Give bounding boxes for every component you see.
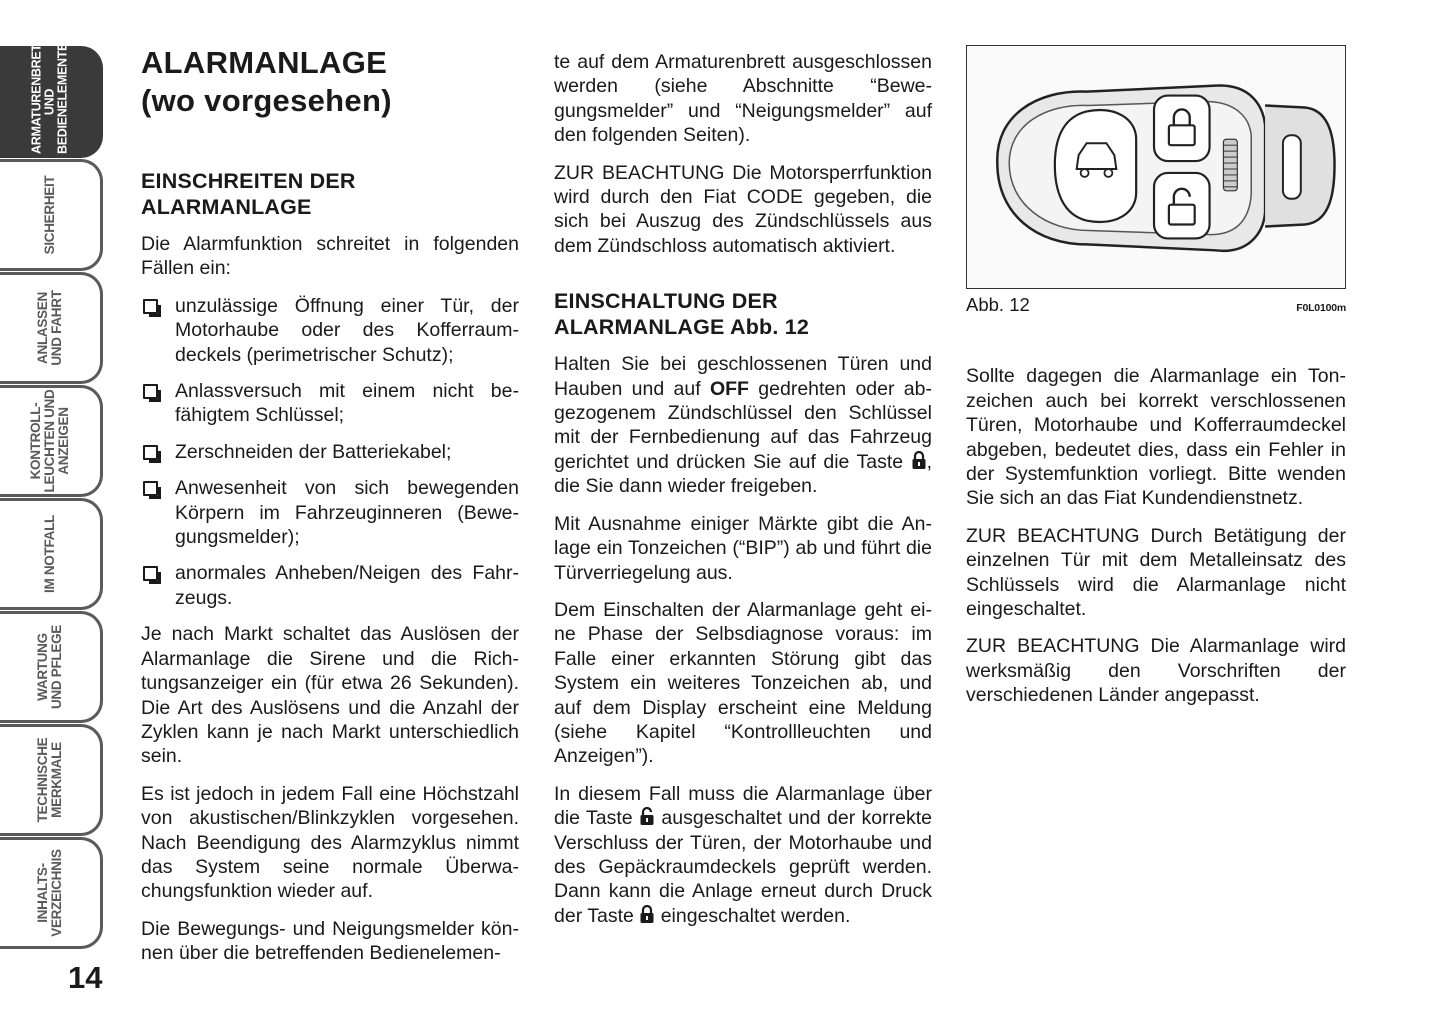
title-line-2: (wo vorgesehen) bbox=[141, 83, 392, 118]
paragraph: Die Bewegungs- und Neigungsmelder können über die betreffenden Bedienelemen- bbox=[141, 917, 519, 965]
note-paragraph: ZUR BEACHTUNG Durch Betätigung der einzelnen Tür mit dem Metalleinsatz des Schlüssels wird die Alarmanlage nicht eingeschaltet. bbox=[966, 524, 1346, 621]
text-run: eingeschaltet werden. bbox=[660, 904, 851, 927]
tab-label: SICHERHEIT bbox=[42, 175, 57, 255]
tab-label: TECHNISCHE MERKMALE bbox=[35, 737, 64, 823]
page-title bbox=[141, 44, 519, 120]
paragraph: Es ist jedoch in jedem Fall eine Höchstzahl von akustischen/Blinkzyklen vorgesehen. Nach Beendigung des Alarmzyklus nimmt das System seine normale Überwachungsfunktion wieder auf. bbox=[141, 782, 519, 903]
tab-im-notfall[interactable] bbox=[0, 498, 103, 610]
subhead-line-2: ALARMANLAGE bbox=[141, 195, 312, 219]
tab-technische-merkmale[interactable] bbox=[0, 724, 103, 836]
subhead-line-1: EINSCHALTUNG DER bbox=[554, 289, 778, 314]
list-item bbox=[141, 561, 519, 610]
key-fob-icon bbox=[967, 46, 1345, 288]
tab-sicherheit[interactable] bbox=[0, 159, 103, 271]
text-run: Halten Sie bei geschlossenen Türen und Hauben und auf bbox=[554, 353, 932, 400]
list-item bbox=[141, 294, 519, 367]
note-paragraph: ZUR BEACHTUNG Die Alarmanlage wird werksmäßig den Vorschriften der verschiedenen Länder angepasst. bbox=[966, 635, 1346, 707]
section-heading-einschreiten bbox=[141, 168, 519, 220]
paragraph bbox=[554, 352, 932, 498]
tab-label: ARMATURENBRETT UND BEDIENELEMENTE bbox=[29, 36, 70, 154]
list-item bbox=[141, 440, 519, 464]
paragraph: Dem Einschalten der Alarmanlage geht eine Phase der Selbsdiagnose voraus: im Falle einer erkannten Störung gibt das System ein weiteres Tonzeichen ab, und auf dem Display erscheint eine Meldung (siehe Kapitel “Kontrollleuchten und Anzeigen”). bbox=[554, 598, 932, 768]
checkbox-bullet-icon bbox=[143, 481, 158, 496]
lock-icon bbox=[911, 450, 927, 470]
column-3 bbox=[966, 40, 1346, 721]
checkbox-bullet-icon bbox=[143, 299, 158, 314]
list-item-text: unzulässige Öffnung einer Tür, der Motorhaube oder des Kofferraumdeckels (perimetrischer Schutz); bbox=[175, 294, 519, 366]
list-item-text: Zerschneiden der Batteriekabel; bbox=[175, 440, 452, 463]
text-run: gedrehten oder abgezogenem Zündschlüssel den Schlüssel mit der Fernbedienung auf das Fahrzeug gerichtet und drücken Sie auf die Taste bbox=[554, 377, 932, 473]
list-item-text: Anwesenheit von sich bewegenden Körpern im Fahrzeuginneren (Bewegungsmelder); bbox=[175, 477, 519, 549]
paragraph: te auf dem Armaturenbrett ausgeschlossen werden (siehe Abschnitte “Bewegungsmelder” und “Neigungsmelder” auf den folgenden Seiten). bbox=[554, 51, 932, 147]
chapter-tabs bbox=[0, 36, 104, 950]
paragraph bbox=[554, 782, 932, 928]
unlock-icon bbox=[639, 806, 655, 826]
list-item-text: Anlassversuch mit einem nicht befähigtem Schlüssel; bbox=[175, 380, 519, 427]
paragraph: Sollte dagegen die Alarmanlage ein Tonzeichen auch bei korrekt verschlossenen Türen, Motorhaube und Kofferraumdeckel abgeben, bedeutet dies, dass ein Fehler in der Systemfunktion vorliegt. Bitte wenden Sie sich an das Fiat Kundendienstnetz. bbox=[966, 365, 1346, 510]
tab-label: WARTUNG UND PFLEGE bbox=[35, 625, 64, 710]
tab-label: ANLASSEN UND FAHRT bbox=[35, 290, 64, 366]
tab-label: IM NOTFALL bbox=[42, 515, 57, 593]
column-1 bbox=[141, 40, 519, 979]
checkbox-bullet-icon bbox=[143, 445, 158, 460]
tab-label: KONTROLL- LEUCHTEN UND ANZEIGEN bbox=[28, 389, 71, 493]
page-number: 14 bbox=[68, 960, 103, 995]
figure-caption-row bbox=[966, 293, 1346, 320]
trigger-list bbox=[141, 294, 519, 610]
paragraph: Mit Ausnahme einiger Märkte gibt die Anlage ein Tonzeichen (“BIP”) ab und führt die Türverriegelung aus. bbox=[554, 512, 932, 584]
list-item bbox=[141, 379, 519, 428]
text-run: ausgeschaltet und der korrekte Verschluss der Türen, der Motorhaube und des Gepäckraumdeckels geprüft werden. Dann kann die Anlage erneut durch Druck der Taste bbox=[554, 807, 933, 927]
figure-caption: Abb. 12 bbox=[966, 294, 1030, 315]
tab-label: INHALTS- VERZEICHNIS bbox=[35, 849, 64, 937]
note-paragraph: ZUR BEACHTUNG Die Motorsperrfunktion wird durch den Fiat CODE gegeben, die sich bei Auszug des Zündschlüssels aus dem Zündschloss automatisch aktiviert. bbox=[554, 161, 932, 257]
checkbox-bullet-icon bbox=[143, 384, 158, 399]
tab-wartung[interactable] bbox=[0, 611, 103, 723]
off-keyword: OFF bbox=[709, 377, 749, 400]
intro-paragraph: Die Alarmfunktion schreitet in folgenden Fällen ein: bbox=[141, 233, 519, 280]
tab-inhaltsverzeichnis[interactable] bbox=[0, 837, 103, 949]
tab-kontrollleuchten[interactable] bbox=[0, 385, 103, 497]
figure-code: F0L0100m bbox=[1296, 302, 1346, 314]
tab-anlassen[interactable] bbox=[0, 272, 103, 384]
list-item-text: anormales Anheben/Neigen des Fahrzeugs. bbox=[175, 562, 519, 609]
lock-icon bbox=[639, 904, 655, 924]
key-fob-illustration bbox=[966, 45, 1346, 289]
subhead-line-2: ALARMANLAGE Abb. 12 bbox=[554, 315, 810, 340]
tab-armaturenbrett[interactable] bbox=[0, 36, 103, 158]
title-line-1: ALARMANLAGE bbox=[141, 45, 388, 80]
text-run: , die Sie dann wieder freigeben. bbox=[554, 450, 933, 498]
list-item bbox=[141, 476, 519, 549]
paragraph: Je nach Markt schaltet das Auslösen der Alarmanlage die Sirene und die Richtungsanzeiger ein (für etwa 26 Sekunden). Die Art des Auslösens und die Anzahl der Zyklen kann je nach Markt unterschiedlich sein. bbox=[141, 623, 519, 768]
checkbox-bullet-icon bbox=[143, 566, 158, 581]
text-run: In diesem Fall muss die Alarmanlage über die Taste bbox=[554, 782, 932, 830]
subhead-line-1: EINSCHREITEN DER bbox=[141, 169, 356, 193]
column-2 bbox=[554, 50, 932, 941]
section-heading-einschaltung bbox=[554, 288, 932, 340]
